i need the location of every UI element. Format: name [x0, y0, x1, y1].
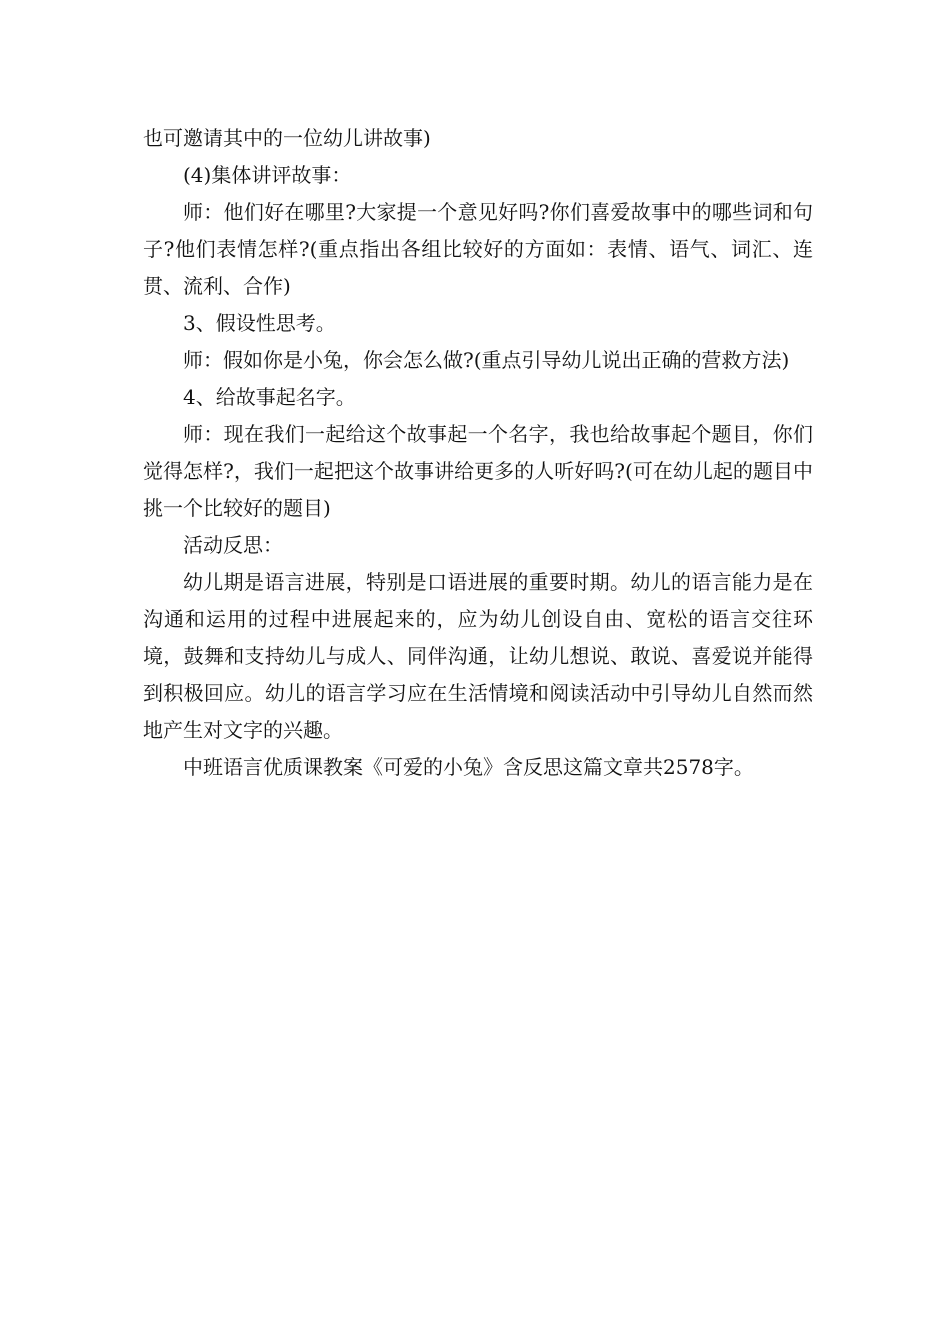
paragraph-teacher-naming: 师：现在我们一起给这个故事起一个名字，我也给故事起个题目，你们觉得怎样?，我们一起把这个故事讲给更多的人听好吗?(可在幼儿起的题目中挑一个比较好的题目): [143, 422, 813, 520]
paragraph-reflection-heading: 活动反思：: [183, 533, 283, 557]
paragraph-reflection-body: 幼儿期是语言进展，特别是口语进展的重要时期。幼儿的语言能力是在沟通和运用的过程中进展起来的，应为幼儿创设自由、宽松的语言交往环境，鼓舞和支持幼儿与成人、同伴沟通，让幼儿想说、敢说、喜爱说并能得到积极回应。幼儿的语言学习应在生活情境和阅读活动中引导幼儿自然而然地产生对文字的兴趣。: [143, 570, 813, 742]
paragraph-section-3-heading: 3、假设性思考。: [183, 311, 336, 335]
document-body: [143, 120, 813, 786]
paragraph-teacher-hypothetical: 师：假如你是小兔，你会怎么做?(重点引导幼儿说出正确的营救方法): [183, 348, 790, 372]
paragraph-section-4-heading: 4、给故事起名字。: [183, 385, 356, 409]
paragraph-teacher-question: 师：他们好在哪里?大家提一个意见好吗?你们喜爱故事中的哪些词和句子?他们表情怎样?(重点指出各组比较好的方面如：表情、语气、词汇、连贯、流利、合作): [143, 200, 813, 298]
paragraph-word-count: 中班语言优质课教案《可爱的小兔》含反思这篇文章共2578字。: [183, 755, 754, 779]
paragraph-step-4-heading: (4)集体讲评故事：: [183, 163, 352, 187]
paragraph-continuation: 也可邀请其中的一位幼儿讲故事): [143, 126, 431, 150]
